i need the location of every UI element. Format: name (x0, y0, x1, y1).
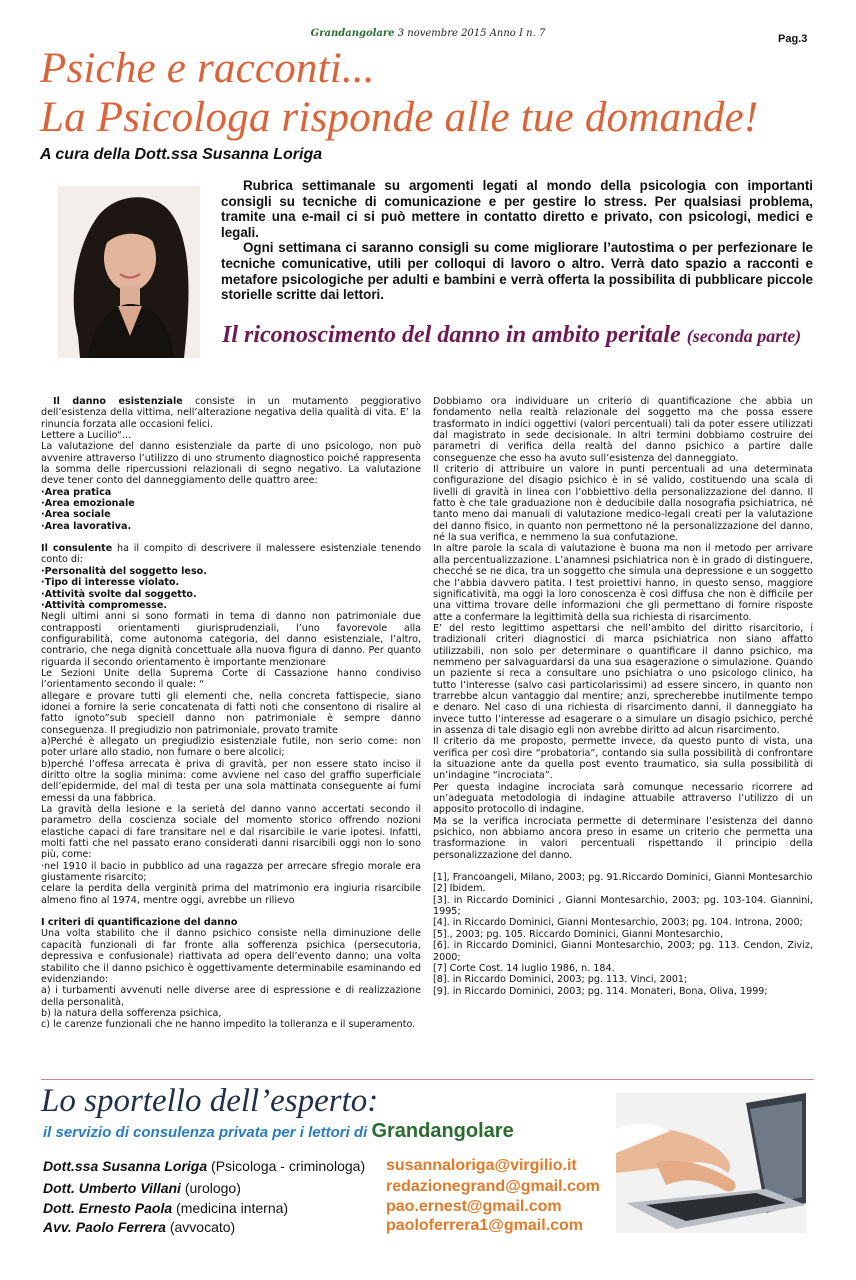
paragraph: b) la natura della sofferenza psichica, (41, 1007, 222, 1019)
contact-name: Dott. Umberto Villani (43, 1180, 181, 1196)
list-item: ·Attività compromesse. (41, 599, 168, 611)
sportello-subtitle (43, 1120, 514, 1143)
list-item: ·Tipo di interesse violato. (41, 577, 180, 589)
email-link[interactable]: susannaloriga@virgilio.it (386, 1157, 577, 1174)
page-number: Pag.3 (778, 33, 808, 45)
paragraph: b)perché l’offesa arrecata è priva di gravità, per non essere stato inciso il diritto oltre la soglia minima: come avviene nel caso del graffio superficiale dell’epidermide, del mal di testa per una sola mattinata conseguente ai fumi emessi da una fabbrica. (41, 758, 421, 804)
paragraph: consiste in un mutamento peggiorativo dell’esistenza della vittima, nell’alterazione negativa della qualità di vita. E’ la rinuncia forzata alle occasioni felici. (41, 396, 421, 430)
article-column-2 (433, 396, 813, 997)
paragraph: Una volta stabilito che il danno psichico consiste nella diminuzione delle capacità funzionali di far fronte alla sofferenza psichica (persecutoria, depressiva e confusionale) riattivata ad opera dell’evento danno; una volta stabilito che il danno psichico è oggettivamente determinabile esaminando ed evidenziando: (41, 928, 421, 985)
footnote: [8]. in Riccardo Dominici, 2003; pg. 113. Vinci, 2001; (433, 974, 688, 986)
masthead-date: 3 novembre 2015 Anno I (397, 28, 523, 39)
page-title-line2: La Psicologa risponde alle tue domande! (40, 94, 759, 141)
paragraph: Il criterio da me proposto, permette invece, da questo punto di vista, una verifica per così dire “probatoria”, contando sia sulla possibilità di confrontare la situazione ante da quella post evento traumatico, sia sulla possibilità di un’indagine “incrociata”. (433, 736, 813, 782)
contact-role: (avvocato) (169, 1219, 236, 1235)
lead-term: Il danno esistenziale (53, 396, 183, 407)
list-item: ·Area pratica (41, 486, 112, 498)
footnote: [9]. in Riccardo Dominici, 2003; pg. 114. Monateri, Bona, Oliva, 1999; (433, 985, 768, 997)
paragraph: celare la perdita della verginità prima del matrimonio era ingiuria risarcibile almeno fino al 1974, mentre oggi, avrebbe un rilievo (41, 883, 421, 906)
sportello-title: Lo sportello dell’esperto: (41, 1083, 379, 1119)
footnote: [7] Corte Cost. 14 luglio 1986, n. 184. (433, 962, 615, 974)
masthead (0, 28, 856, 39)
section-heading: I criteri di quantificazione del danno (41, 917, 238, 929)
lead-term: Il consulente (41, 543, 113, 555)
contact-role: (medicina interna) (176, 1200, 289, 1216)
email-link[interactable]: pao.ernest@gmail.com (386, 1198, 562, 1215)
contact-role: (Psicologa - criminologa) (211, 1158, 366, 1174)
list-item: ·Area lavorativa. (41, 520, 132, 532)
paragraph: a) i turbamenti avvenuti nelle diverse aree di espressione e di realizzazione della personalità, (41, 985, 421, 1008)
email-link[interactable]: paoloferrera1@gmail.com (386, 1217, 583, 1234)
paragraph: La gravità della lesione e la serietà del danno vanno accertati secondo il parametro della coscienza sociale del momento storico offrendo nozioni elastiche capaci di fare transitare nel e dal risarcibile le varie ipotesi. Infatti, molti fatti che nel passato erano considerati danni risarcibili oggi non lo sono più, come: (41, 804, 421, 861)
paragraph: c) le carenze funzionali che ne hanno impedito la tolleranza e il superamento. (41, 1019, 416, 1031)
list-item: ·Area sociale (41, 509, 111, 521)
contact-name: Dott.ssa Susanna Loriga (43, 1158, 208, 1174)
intro-text (221, 178, 813, 303)
list-item: ·Attività svolte dal soggetto. (41, 588, 197, 600)
footnote: [3]. in Riccardo Dominici , Gianni Montesarchio, 2003; pg. 103-104. Giannini, 1995; (433, 894, 813, 918)
intro-paragraph: Rubrica settimanale su argomenti legati al mondo della psicologia con importanti consigli su tecniche di comunicazione e per gestire lo stress. Per qualsiasi problema, tramite una e-mail ci si può mettere in contatto diretto e privato, con psicologi, medici e legali. (221, 178, 813, 240)
paragraph: Le Sezioni Unite della Suprema Corte di Cassazione hanno condiviso l’orientamento secondo il quale: “ (41, 667, 421, 691)
contact-row (43, 1158, 365, 1174)
contact-role: (urologo) (184, 1180, 241, 1196)
paragraph: Dobbiamo ora individuare un criterio di quantificazione che abbia un fondamento nella realtà relazionale del soggetto ma che possa essere trasformato in indici oggettivi (valori percentuali) tali da poter essere utilizzati dal magistrato in sede decisionale. In altri termini dobbiamo costruire dei parametri di verifica della realtà del danno psichico a partire dalle conseguenze che esso ha avuto sull’esistenza del danneggiato. (433, 396, 813, 464)
masthead-issue: n. 7 (526, 28, 546, 39)
paragraph: allegare e provare tutti gli elementi che, nella concreta fattispecie, siano idonei a fornire la serie concatenata di fatti noti che consentono di risalire al fatto ignoto”sub specieII danno non patrimoniale è sempre danno conseguenza. Il pregiudizio non patrimoniale, provato tramite (41, 690, 421, 736)
paragraph: Il criterio di attribuire un valore in punti percentuali ad una determinata configurazione del disagio psichico è in sé valido, costituendo una scala di livelli di gravità in linea con l’obbiettivo della personalizzazione del danno. Il fatto è che tale graduazione non è deducibile dalla nosografia psichiatrica, né tanto meno dai manuali di valutazione medico-legali creati per la valutazione del danno fisico, in quanto non permettono né la personalizzazione del danno, né la sua verifica, e nemmeno la sua confutazione. (433, 464, 813, 544)
author-photo (58, 186, 200, 358)
contact-row (43, 1180, 241, 1196)
masthead-brand: Grandangolare (310, 28, 395, 39)
paragraph: La valutazione del danno esistenziale da parte di uno psicologo, non può avvenire attraverso l’utilizzo di uno strumento diagnostico poiché rappresenta la somma delle ripercussioni relazionali di segno negativo. La valutazione deve tener conto del danneggiamento delle quattro aree: (41, 441, 421, 487)
footnote: [2] Ibidem. (433, 883, 486, 895)
article-column-1 (41, 396, 421, 1031)
laptop-photo (616, 1093, 806, 1233)
sportello-brand: Grandangolare (371, 1120, 514, 1142)
sportello-subtitle-text: il servizio di consulenza privata per i lettori di (43, 1124, 368, 1141)
paragraph: ·nel 1910 il bacio in pubblico ad una ragazza per arrecare sfregio morale era giustamente risarcito; (41, 860, 421, 884)
paragraph: Lettere a Lucilio“… (41, 430, 132, 442)
article-subtitle: (seconda parte) (686, 326, 802, 346)
email-link[interactable]: redazionegrand@gmail.com (386, 1178, 600, 1195)
list-item: ·Personalità del soggetto leso. (41, 565, 207, 577)
paragraph: ha il compito di descrivere il malessere esistenziale tenendo conto di: (41, 543, 421, 566)
paragraph: In altre parole la scala di valutazione è buona ma non il metodo per arrivare alla percentualizzazione. L’anamnesi psichiatrica non è in grado di distinguere, checché se ne dica, tra un soggetto che simula una depressione e un soggetto che l’abbia davvero patita. I test proiettivi hanno, in questo senso, maggiore significatività, ma oggi la loro conoscenza è così diffusa che non è difficile per una vittima trovare delle informazioni che gli permettano di fornire risposte atte a confermare la legittimità della sua richiesta di risarcimento. (433, 543, 813, 623)
page-title-line1: Psiche e racconti... (40, 45, 375, 92)
paragraph: Ma se la verifica incrociata permette di determinare l’esistenza del danno psichico, non abbiamo ancora preso in esame un criterio che permetta una trasformazione in valori percentuali rispettando il principio della personalizzazione del danno. (433, 815, 813, 861)
footnote: [6]. in Riccardo Dominici, Gianni Montesarchio, 2003; pg. 113. Cendon, Ziviz, 2000; (433, 940, 813, 963)
contact-name: Avv. Paolo Ferrera (43, 1219, 166, 1235)
author-byline: A cura della Dott.ssa Susanna Loriga (40, 146, 323, 163)
article-title-main: Il riconoscimento del danno in ambito peritale (222, 322, 681, 348)
intro-paragraph: Ogni settimana ci saranno consigli su come migliorare l’autostima o per perfezionare le tecniche comunicative, utili per colloqui di lavoro o altro. Verrà dato spazio a racconti e metafore psicologiche per adulti e bambini e verrà offerta la possibilita di pubblicare piccole storielle scritte dai lettori. (221, 240, 813, 303)
footnote: [4]. in Riccardo Dominici, Gianni Montesarchio, 2003; pg. 104. Introna, 2000; (433, 917, 803, 929)
section-divider (41, 1079, 814, 1080)
contact-row (43, 1200, 288, 1216)
footnote: [1], Francoangeli, Milano, 2003; pg. 91.Riccardo Dominici, Gianni Montesarchio (433, 872, 813, 884)
paragraph: E’ del resto legittimo aspettarsi che nell’ambito del diritto risarcitorio, i tradizionali criteri diagnostici di marca psichiatrica non siano affatto utilizzabili, non solo per determinare o quantificare il danno psichico, ma nemmeno per salvaguardarsi da una sua esagerazione o simulazione. Quando un paziente si reca a consultare uno psichiatra o uno psicologo clinico, ha tutto l’interesse (salvo casi particolarissimi) ad essere sincero, in quanto non trarrebbe alcun vantaggio dal mentire; anzi, sprecherebbe inutilmente tempo e denaro. Nel caso di una richiesta di risarcimento danni, il danneggiato ha invece tutto l’interesse ad esagerare o a simulare un disagio psichico, perché in assenza di tale disagio egli non avrebbe diritto ad alcun risarcimento. (433, 622, 813, 736)
contact-row (43, 1219, 235, 1235)
footnote: [5]., 2003; pg. 105. Riccardo Dominici, Gianni Montesarchio, (433, 928, 724, 940)
article-title (222, 322, 801, 349)
paragraph: a)Perché è allegato un pregiudizio esistenziale futile, non serio come: non poter urlare allo stadio, non fumare o bere alcolici; (41, 735, 421, 759)
list-item: ·Area emozionale (41, 498, 135, 510)
paragraph: Negli ultimi anni si sono formati in tema di danno non patrimoniale due contrapposti orientamenti giurisprudenziali, l’uno favorevole alla configurabilità, come autonoma categoria, del danno esistenziale, l’altro, contrario, che nega dignità concettuale alla nuova figura di danno. Per quanto riguarda il secondo orientamento è importante menzionare (41, 611, 421, 668)
contact-name: Dott. Ernesto Paola (43, 1200, 173, 1216)
paragraph: Per questa indagine incrociata sarà comunque necessario ricorrere ad un’adeguata metodologia di indagine attuabile attraverso l’utilizzo di un apposito protocollo di indagine. (433, 781, 813, 816)
